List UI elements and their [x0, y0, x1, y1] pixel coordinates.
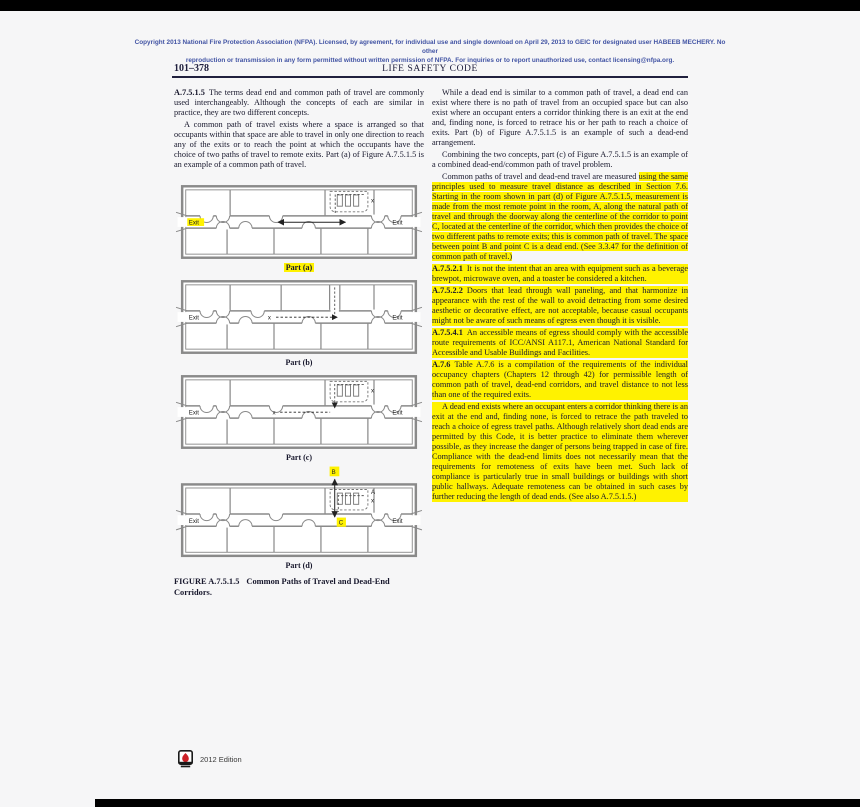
- page-number: 101–378: [174, 63, 209, 74]
- copyright-line-2: reproduction or transmission in any form permitted without written permission of NFPA. For inquiries or to report unauthorized use, contact licensing@nfpa.org.: [185, 56, 675, 64]
- edition-label: 2012 Edition: [200, 754, 242, 764]
- paragraph-dead-end-exists: [432, 402, 688, 502]
- section-number: A.7.5.2.1: [432, 264, 463, 273]
- floor-plan-part-c: [174, 371, 424, 453]
- paragraph-a7515: [174, 88, 424, 118]
- paragraph-text: A common path of travel exists where a space is arranged so that occupants within that space are able to travel in only one direction to reach any of the exits or to reach the point at which the occupants have the choice of two paths of travel to remote exits. Part (a) of Figure A.7.5.1.5 is an example of a common path of travel.: [174, 120, 424, 169]
- exit-label-right-a: Exit: [392, 219, 403, 227]
- nfpa-logo-icon: [178, 750, 193, 768]
- floor-plan-part-b: [174, 276, 424, 358]
- page-footer: [178, 750, 242, 768]
- page-header: [172, 62, 688, 78]
- paragraph-text: Common paths of travel and dead-end travel are measured: [442, 172, 639, 181]
- marker-c: C: [338, 519, 344, 527]
- exit-label-right-c: Exit: [392, 409, 403, 417]
- right-column: [432, 88, 688, 504]
- section-number: A.7.5.1.5: [174, 88, 205, 97]
- paragraph-a7521: [432, 264, 688, 284]
- section-number: A.7.5.4.1: [432, 328, 463, 337]
- part-d-label: Part (d): [285, 561, 313, 570]
- exit-label-right-b: Exit: [392, 314, 403, 322]
- paragraph-text: While a dead end is similar to a common path of travel, a dead end can exist where there is no path of travel from an occupied space but can also exist where an occupant enters a corridor thinking there is an exit at the end and, finding none, is forced to retrace his or her path to reach a choice of exits. Part (b) of Figure A.7.5.1.5 is an example of such a dead-end arrangement.: [432, 88, 688, 147]
- paragraph-text: Table A.7.6 is a compilation of the requirements of the individual occupancy chapters (Chapters 12 through 42) for permissible length of common path of travel, dead-end corridors, and travel distance to not less than one of the required exits.: [432, 360, 688, 399]
- paragraph-a7541: [432, 328, 688, 358]
- part-b-label: Part (b): [285, 358, 313, 367]
- floor-plan-part-d: [174, 466, 424, 561]
- marker-x-corridor-b: x: [267, 314, 271, 322]
- paragraph-a7522: [432, 286, 688, 326]
- figure-caption-number: FIGURE A.7.5.1.5: [174, 577, 240, 586]
- bottom-black-bar: [95, 799, 860, 807]
- paragraph-measurement: [432, 172, 688, 262]
- paragraph-dead-end: [432, 88, 688, 148]
- part-d-caption: [174, 561, 424, 571]
- marker-x-room-a: x: [370, 197, 375, 205]
- exit-label-right-d: Exit: [392, 517, 403, 525]
- figure-caption: [174, 577, 424, 598]
- section-number: A.7.6: [432, 360, 451, 369]
- figure-a7515: [174, 181, 424, 571]
- figure-part-a: [174, 181, 424, 273]
- part-a-label: Part (a): [285, 263, 313, 272]
- left-column: [174, 88, 424, 598]
- exit-label-left-a: Exit: [188, 219, 199, 227]
- floor-plan-part-a: [174, 181, 424, 263]
- paragraph-text: A dead end exists where an occupant enters a corridor thinking there is an exit at the end and, finding none, is forced to retrace the path traveled to reach a choice of egress travel paths. Although relatively short dead ends are permitted by this Code, it is better practice to eliminate them wherever possible, as they increase the danger of persons being trapped in case of fire. Compliance with the dead-end limits does not necessarily mean that the requirements for remoteness of exits have been met. Such lack of compliance is particularly true in small buildings or buildings with short public hallways. Adequate remoteness can be obtained in such cases by further reducing the length of dead ends. (See also A.7.5.1.5.): [432, 402, 688, 501]
- part-b-caption: [174, 358, 424, 368]
- marker-b: B: [331, 469, 336, 477]
- paragraph-text: It is not the intent that an area with equipment such as a beverage brewpot, microwave oven, and a toaster be considered a kitchen.: [432, 264, 688, 283]
- paragraph-combining: [432, 150, 688, 170]
- part-c-label: Part (c): [286, 453, 312, 462]
- figure-part-b: [174, 276, 424, 368]
- marker-x-corridor-c: x: [272, 409, 276, 417]
- paragraph-common-path: [174, 120, 424, 170]
- copyright-line-1: Copyright 2013 National Fire Protection Association (NFPA). Licensed, by agreement, for individual use and single download on April 29, 2013 to GEIC for designated user HABEEB MECHERY. No other: [134, 39, 726, 55]
- paragraph-text: Doors that lead through wall paneling, and that harmonize in appearance with the rest of the wall to avoid detracting from some desired aesthetic or decorative effect, are not acceptable, because casual occupants might not be aware of such means of egress even though it is visible.: [432, 286, 688, 325]
- part-a-caption: [174, 263, 424, 273]
- paragraph-text: The terms dead end and common path of travel are commonly used interchangeably. Although the concepts of each are similar in practice, they are two different concepts.: [174, 88, 424, 117]
- marker-x-room-c: x: [370, 387, 375, 395]
- top-black-bar: [0, 0, 860, 11]
- exit-label-left-d: Exit: [188, 517, 199, 525]
- section-number: A.7.5.2.2: [432, 286, 463, 295]
- figure-part-d: [174, 466, 424, 571]
- marker-x-room-d: x: [370, 497, 375, 505]
- marker-a-room-d: A: [370, 489, 376, 497]
- highlighted-text: using the same principles used to measure travel distance as described in Section 7.6. Starting in the room shown in part (d) of Figure A.7.5.1.5, measurement is made from the most remote point in the room, A, along the natural path of travel and through the doorway along the centerline of the corridor to point C, located at the centerline of the corridor, which then provides the choice of two different paths to remote exits; this is common path of travel. The space between point B and point C is a dead end. (See 3.3.47 for the definition of common path of travel.): [432, 172, 689, 261]
- figure-caption-text: Common Paths of Travel and Dead-End Corridors.: [174, 577, 390, 597]
- part-c-caption: [174, 453, 424, 463]
- exit-label-left-c: Exit: [188, 409, 199, 417]
- exit-label-left-b: Exit: [188, 314, 199, 322]
- paragraph-text: Combining the two concepts, part (c) of Figure A.7.5.1.5 is an example of a combined dead-end/common path of travel problem.: [432, 150, 688, 169]
- page-title: LIFE SAFETY CODE: [382, 64, 478, 74]
- paragraph-text: An accessible means of egress should comply with the accessible route requirements of ICC/ANSI A117.1, American National Standard for Accessible and Usable Buildings and Facilities.: [432, 328, 688, 357]
- paragraph-a76: [432, 360, 688, 400]
- figure-part-c: [174, 371, 424, 463]
